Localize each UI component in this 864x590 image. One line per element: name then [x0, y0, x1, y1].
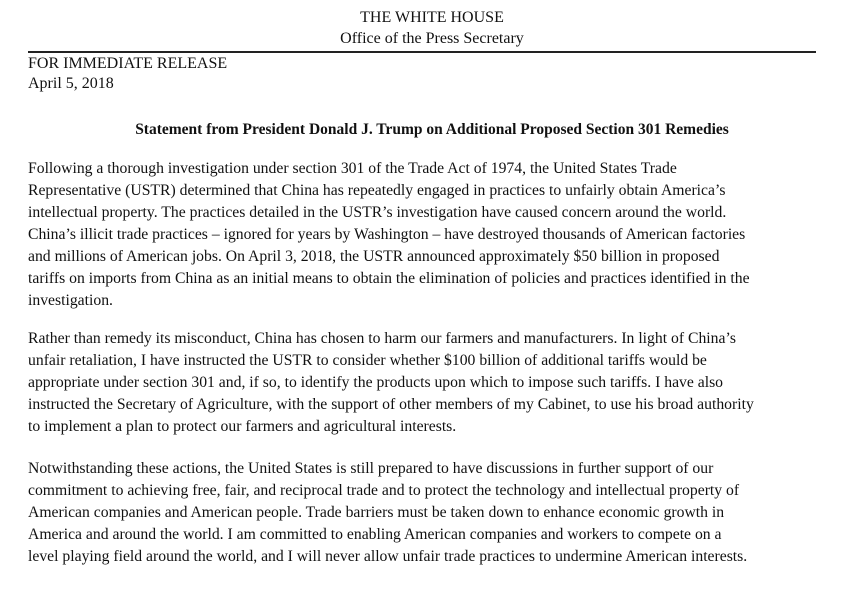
paragraph-line: unfair retaliation, I have instructed the USTR to consider whether $100 billion of additional tariffs would be: [28, 352, 707, 369]
paragraph-line: American companies and American people. Trade barriers must be taken down to enhance economic growth in: [28, 504, 725, 521]
paragraph-line: intellectual property. The practices detailed in the USTR’s investigation have caused concern around the world.: [28, 204, 727, 221]
paragraph-line: China’s illicit trade practices – ignored for years by Washington – have destroyed thousands of American factories: [28, 226, 746, 243]
paragraph-2: [28, 328, 828, 438]
paragraph-line: appropriate under section 301 and, if so, to identify the products upon which to impose such tariffs. I have also: [28, 374, 724, 391]
header-rule: [28, 51, 816, 53]
release-date: April 5, 2018: [28, 75, 114, 92]
paragraph-line: Following a thorough investigation under section 301 of the Trade Act of 1974, the United States Trade: [28, 160, 677, 177]
paragraph-line: commitment to achieving free, fair, and reciprocal trade and to protect the technology and intellectual property of: [28, 482, 740, 499]
release-block: [28, 54, 227, 94]
paragraph-line: Rather than remedy its misconduct, China has chosen to harm our farmers and manufacturers. In light of China’s: [28, 330, 736, 347]
header-office: Office of the Press Secretary: [340, 30, 524, 47]
document-header: [0, 7, 864, 49]
paragraph-line: investigation.: [28, 292, 113, 309]
paragraph-3: [28, 458, 828, 568]
paragraph-line: tariffs on imports from China as an initial means to obtain the elimination of policies and practices identified in the: [28, 270, 750, 287]
release-label: FOR IMMEDIATE RELEASE: [28, 55, 228, 72]
paragraph-line: to implement a plan to protect our farmers and agricultural interests.: [28, 418, 457, 435]
paragraph-1: [28, 158, 828, 312]
paragraph-line: level playing field around the world, and I will never allow unfair trade practices to undermine American interests.: [28, 548, 748, 565]
paragraph-line: Representative (USTR) determined that China has repeatedly engaged in practices to unfairly obtain America’s: [28, 182, 726, 199]
paragraph-line: instructed the Secretary of Agriculture, with the support of other members of my Cabinet, to use his broad authority: [28, 396, 754, 413]
paragraph-line: America and around the world. I am committed to enabling American companies and workers to compete on a: [28, 526, 722, 543]
statement-title: Statement from President Donald J. Trump on Additional Proposed Section 301 Remedies: [135, 121, 729, 138]
paragraph-line: and millions of American jobs. On April 3, 2018, the USTR announced approximately $50 billion in proposed: [28, 248, 720, 265]
paragraph-line: Notwithstanding these actions, the United States is still prepared to have discussions in further support of our: [28, 460, 714, 477]
header-org: THE WHITE HOUSE: [360, 9, 504, 26]
